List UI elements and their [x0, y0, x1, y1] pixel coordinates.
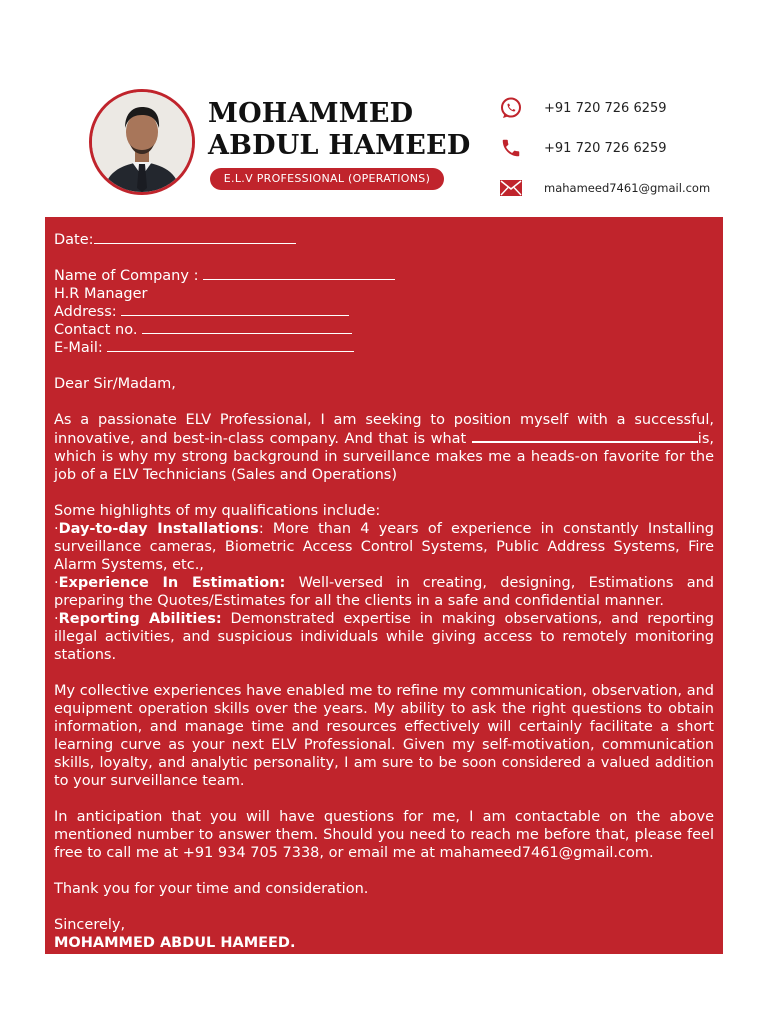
highlight-title: Day-to-day Installations: [58, 521, 259, 537]
address-label: Address:: [54, 304, 117, 320]
address-line: [54, 303, 714, 321]
title-badge: E.L.V PROFESSIONAL (OPERATIONS): [210, 168, 444, 190]
name-line-1: MOHAMMED: [208, 98, 414, 129]
highlight-text: Well-versed in creating, designing, Estimations and preparing the Quotes/Estimates for all the clients in a safe and confidential manner.: [54, 575, 714, 609]
intro-part-1: As a passionate ELV Professional, I am seeking to position myself with a successful, innovative, and best-in-class company. And that is what: [54, 412, 714, 447]
cover-letter: [45, 217, 723, 954]
collective-paragraph: My collective experiences have enabled me to refine my communication, observation, and equipment operation skills over the years. My ability to ask the right questions to obtain information, and manage time and resources effectively will certainly facilitate a short learning curve as your next ELV Professional. Given my self-motivation, communication skills, loyalty, and analytic personality, I am sure to be soon considered a valued addition to your surveillance team.: [54, 683, 714, 789]
whatsapp-number: +91 720 726 6259: [544, 100, 667, 116]
company-label: Name of Company :: [54, 268, 199, 284]
profile-photo: [89, 89, 195, 195]
address-blank: [121, 303, 349, 316]
bullet: ·: [54, 521, 59, 537]
email-label: E-Mail:: [54, 340, 103, 356]
contact-list: [498, 94, 710, 214]
email-line: [54, 339, 714, 357]
whatsapp-icon: [498, 95, 524, 121]
intro-part-2: is, which is why my strong background in surveillance makes me a heads-on favorite for the job of a ELV Technicians (Sales and Operations): [54, 431, 714, 483]
bullet: ·: [54, 611, 59, 627]
contact-phone[interactable]: [498, 134, 710, 162]
anticipation-paragraph: In anticipation that you will have questions for me, I am contactable on the above mentioned number to answer them. Should you need to reach me before that, please feel free to call me at +91 934 705 7338, or email me at mahameed7461@gmail.com.: [54, 809, 714, 861]
highlights-intro: Some highlights of my qualifications include:: [54, 503, 381, 519]
contact-label: Contact no.: [54, 322, 138, 338]
signature: [54, 934, 714, 952]
contact-line: [54, 321, 714, 339]
highlight-separator: :: [258, 521, 264, 537]
highlight-item: [54, 574, 714, 610]
highlight-title: Reporting Abilities:: [58, 611, 222, 627]
company-blank: [203, 267, 395, 280]
date-line: [54, 231, 714, 249]
intro-paragraph: [54, 411, 714, 484]
closing: Sincerely,: [54, 917, 126, 933]
signature-name: MOHAMMED ABDUL HAMEED.: [54, 935, 296, 951]
candidate-name: [208, 98, 470, 162]
email-icon: [498, 175, 524, 201]
company-line: [54, 267, 714, 285]
email-blank: [107, 339, 354, 352]
contact-whatsapp[interactable]: [498, 94, 710, 122]
date-blank: [94, 231, 296, 244]
highlight-text: Demonstrated expertise in making observations, and reporting illegal activities, and suspicious individuals while giving access to remotely monitoring stations.: [54, 611, 714, 663]
highlight-item: [54, 520, 714, 574]
highlight-text: More than 4 years of experience in constantly Installing surveillance cameras, Biometric Access Control Systems, Public Address Systems, Fire Alarm Systems, etc.,: [54, 521, 714, 573]
bullet: ·: [54, 575, 59, 591]
name-line-2: ABDUL HAMEED: [208, 130, 471, 161]
highlight-title: Experience In Estimation:: [58, 575, 286, 591]
phone-icon: [498, 135, 524, 161]
highlight-item: [54, 610, 714, 664]
contact-blank: [142, 321, 352, 334]
company-name-blank: [472, 429, 698, 443]
hr-manager: H.R Manager: [54, 286, 148, 302]
contact-email[interactable]: [498, 174, 710, 202]
salutation: Dear Sir/Madam,: [54, 376, 176, 392]
thanks-line: Thank you for your time and consideration.: [54, 881, 369, 897]
date-label: Date:: [54, 232, 94, 248]
phone-number: +91 720 726 6259: [544, 140, 667, 156]
email-address: mahameed7461@gmail.com: [544, 181, 711, 195]
